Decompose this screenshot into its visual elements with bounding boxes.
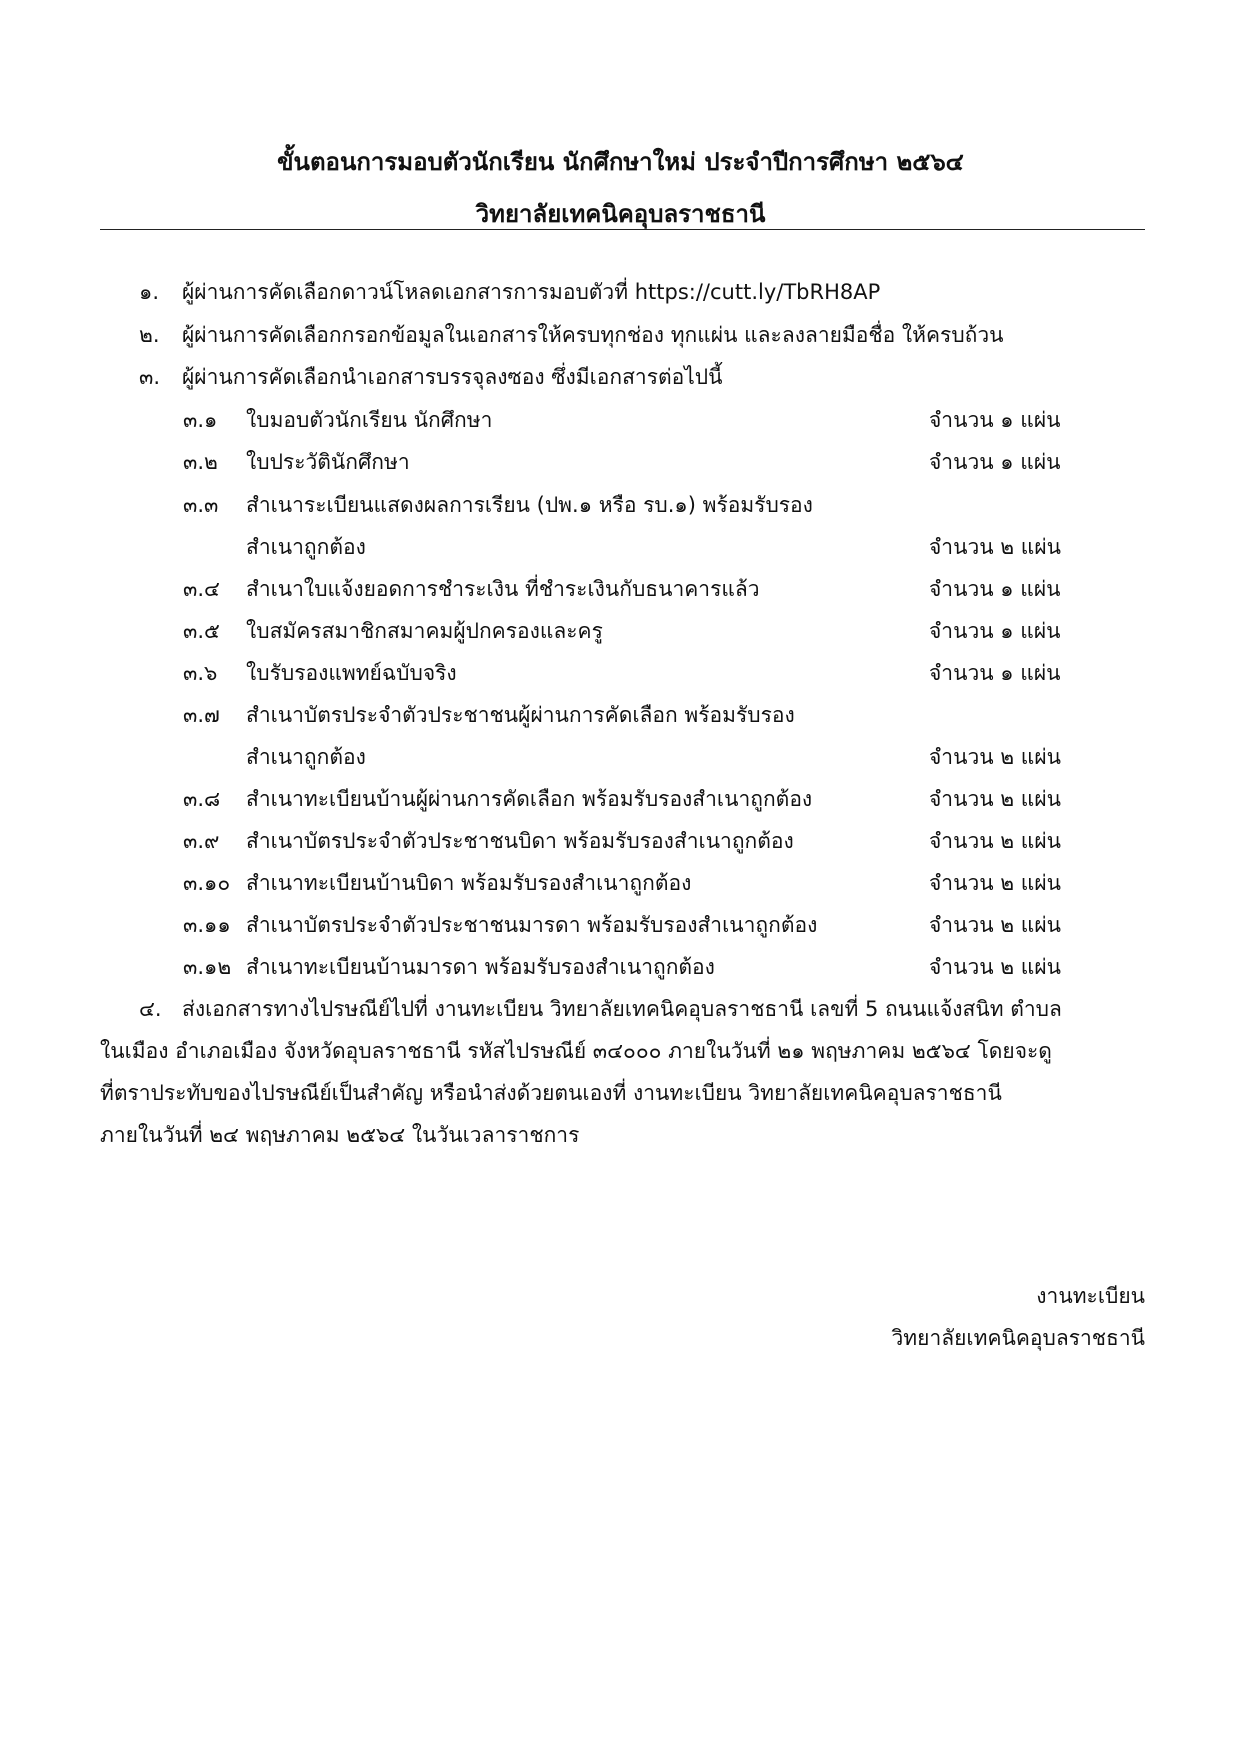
step4-line4: ภายในวันที่ ๒๔ พฤษภาคม ๒๕๖๔ ในวันเวลาราชการ — [100, 1123, 580, 1147]
step-text: ผู้ผ่านการคัดเลือกกรอกข้อมูลในเอกสารให้ครบทุกช่อง ทุกแผ่น และลงลายมือชื่อ ให้ครบถ้วน — [182, 323, 1004, 347]
doc-text: ใบมอบตัวนักเรียน นักศึกษา — [246, 408, 493, 432]
title-divider — [100, 229, 1145, 230]
doc-quantity: จำนวน ๒ แผ่น — [929, 829, 1061, 853]
doc-text: ใบประวัตินักศึกษา — [246, 450, 410, 474]
step-number: ๔. — [139, 997, 162, 1021]
doc-quantity: จำนวน ๒ แผ่น — [929, 535, 1061, 559]
step-number: ๑. — [139, 280, 160, 304]
doc-text-continued: สำเนาถูกต้อง — [246, 745, 366, 769]
doc-number: ๓.๘ — [183, 787, 221, 811]
doc-number: ๓.๑๐ — [183, 871, 231, 895]
doc-quantity: จำนวน ๑ แผ่น — [929, 619, 1061, 643]
step4-line1: ส่งเอกสารทางไปรษณีย์ไปที่ งานทะเบียน วิทยาลัยเทคนิคอุบลราชธานี เลขที่ 5 ถนนแจ้งสนิท ตำบล — [182, 997, 1062, 1021]
doc-text: สำเนาใบแจ้งยอดการชำระเงิน ที่ชำระเงินกับธนาคารแล้ว — [246, 577, 760, 601]
doc-quantity: จำนวน ๑ แผ่น — [929, 577, 1061, 601]
doc-number: ๓.๒ — [183, 450, 218, 474]
step-number: ๓. — [139, 365, 161, 389]
doc-text: ใบสมัครสมาชิกสมาคมผู้ปกครองและครู — [246, 619, 603, 643]
doc-quantity: จำนวน ๒ แผ่น — [929, 955, 1061, 979]
doc-number: ๓.๗ — [183, 703, 220, 727]
signature-department: งานทะเบียน — [1036, 1284, 1145, 1308]
doc-text: สำเนาบัตรประจำตัวประชาชนผู้ผ่านการคัดเลือก พร้อมรับรอง — [246, 703, 795, 727]
doc-text: สำเนาทะเบียนบ้านบิดา พร้อมรับรองสำเนาถูกต้อง — [246, 871, 692, 895]
doc-text-continued: สำเนาถูกต้อง — [246, 535, 366, 559]
doc-number: ๓.๙ — [183, 829, 220, 853]
step-text: ผู้ผ่านการคัดเลือกนำเอกสารบรรจุลงซอง ซึ่งมีเอกสารต่อไปนี้ — [182, 365, 723, 389]
doc-quantity: จำนวน ๒ แผ่น — [929, 787, 1061, 811]
doc-number: ๓.๕ — [183, 619, 220, 643]
doc-text: สำเนาระเบียนแสดงผลการเรียน (ปพ.๑ หรือ รบ.๑) พร้อมรับรอง — [246, 493, 813, 517]
doc-text: สำเนาทะเบียนบ้านมารดา พร้อมรับรองสำเนาถูกต้อง — [246, 955, 715, 979]
doc-quantity: จำนวน ๑ แผ่น — [929, 450, 1061, 474]
signature-college: วิทยาลัยเทคนิคอุบลราชธานี — [891, 1326, 1145, 1350]
doc-number: ๓.๖ — [183, 661, 218, 685]
doc-quantity: จำนวน ๒ แผ่น — [929, 871, 1061, 895]
doc-quantity: จำนวน ๑ แผ่น — [929, 661, 1061, 685]
doc-quantity: จำนวน ๑ แผ่น — [929, 408, 1061, 432]
document-title: ขั้นตอนการมอบตัวนักเรียน นักศึกษาใหม่ ประจำปีการศึกษา ๒๕๖๔ — [277, 148, 964, 176]
doc-text: สำเนาบัตรประจำตัวประชาชนมารดา พร้อมรับรองสำเนาถูกต้อง — [246, 913, 818, 937]
doc-number: ๓.๔ — [183, 577, 220, 601]
step4-line2: ในเมือง อำเภอเมือง จังหวัดอุบลราชธานี รหัสไปรษณีย์ ๓๔๐๐๐ ภายในวันที่ ๒๑ พฤษภาคม ๒๕๖๔ โดยจะดู — [100, 1039, 1052, 1063]
doc-text: สำเนาทะเบียนบ้านผู้ผ่านการคัดเลือก พร้อมรับรองสำเนาถูกต้อง — [246, 787, 813, 811]
step-text: ผู้ผ่านการคัดเลือกดาวน์โหลดเอกสารการมอบตัวที่ https://cutt.ly/TbRH8AP — [182, 280, 881, 304]
document-subtitle: วิทยาลัยเทคนิคอุบลราชธานี — [475, 200, 766, 228]
doc-quantity: จำนวน ๒ แผ่น — [929, 913, 1061, 937]
doc-text: สำเนาบัตรประจำตัวประชาชนบิดา พร้อมรับรองสำเนาถูกต้อง — [246, 829, 794, 853]
doc-quantity: จำนวน ๒ แผ่น — [929, 745, 1061, 769]
doc-number: ๓.๑ — [183, 408, 218, 432]
doc-number: ๓.๑๑ — [183, 913, 231, 937]
doc-number: ๓.๑๒ — [183, 955, 232, 979]
step4-line3: ที่ตราประทับของไปรษณีย์เป็นสำคัญ หรือนำส่งด้วยตนเองที่ งานทะเบียน วิทยาลัยเทคนิคอุบลราชธานี — [100, 1081, 1002, 1105]
doc-number: ๓.๓ — [183, 493, 219, 517]
doc-text: ใบรับรองแพทย์ฉบับจริง — [246, 661, 457, 685]
step-number: ๒. — [139, 323, 160, 347]
